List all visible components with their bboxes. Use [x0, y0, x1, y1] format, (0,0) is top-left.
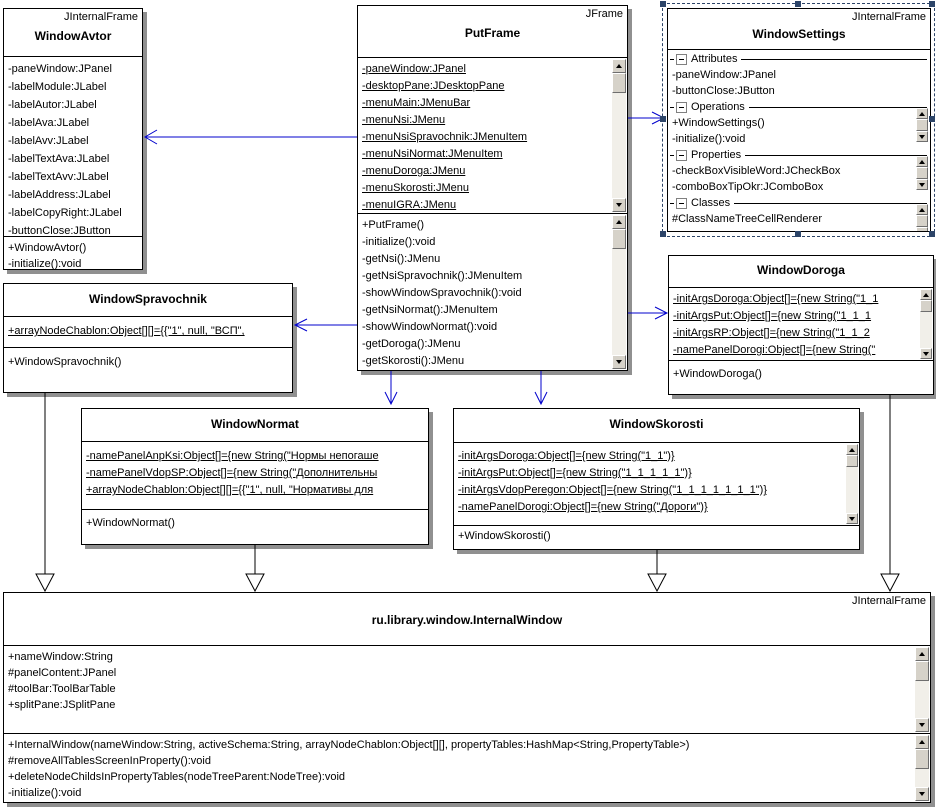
- group-label: Attributes: [691, 53, 738, 65]
- group-rule: [741, 59, 927, 60]
- operation-row[interactable]: -getSkorosti():JMenu: [362, 355, 465, 367]
- scroll-up-button[interactable]: [916, 204, 928, 215]
- scroll-up-icon: [919, 208, 925, 212]
- class-row[interactable]: #ClassNameTreeCellRenderer: [672, 213, 822, 225]
- attribute-row[interactable]: -initArgsDoroga:Object[]={new String("1_1: [673, 293, 879, 305]
- scroll-up-button[interactable]: [915, 647, 929, 661]
- class-box-internalwindow[interactable]: [3, 592, 931, 803]
- operation-row[interactable]: -getNsiSpravochnik():JMenuItem: [362, 270, 523, 282]
- attributes-compartment: [4, 645, 930, 733]
- scroll-up-button[interactable]: [915, 735, 929, 749]
- attribute-row[interactable]: -initArgsPut:Object[]={new String("1_1_1_1_1")}: [458, 467, 692, 479]
- scroll-thumb[interactable]: [920, 300, 932, 312]
- scroll-up-button[interactable]: [612, 59, 626, 73]
- class-title-windownormat[interactable]: [82, 409, 428, 441]
- operation-row[interactable]: +InternalWindow(nameWindow:String, activeSchema:String, arrayNodeChablon:Object[][], propertyTables:HashMap<String,PropertyTable>): [8, 739, 690, 751]
- attribute-row[interactable]: -paneWindow:JPanel: [672, 69, 776, 81]
- scroll-thumb[interactable]: [915, 661, 929, 681]
- class-title-windowavtor[interactable]: [4, 9, 142, 56]
- operations-compartment: [669, 360, 933, 394]
- operation-row[interactable]: -showWindowSpravochnik():void: [362, 287, 522, 299]
- stereotype-label: JFrame: [585, 8, 623, 20]
- group-rule: [734, 203, 927, 204]
- scroll-thumb[interactable]: [916, 167, 928, 179]
- class-name: WindowDoroga: [757, 263, 845, 277]
- collapse-icon[interactable]: [676, 150, 687, 161]
- attribute-row[interactable]: -menuSkorosti:JMenu: [362, 182, 469, 194]
- operation-row[interactable]: +deleteNodeChildsInPropertyTables(nodeTreeParent:NodeTree):void: [8, 771, 346, 783]
- attribute-row[interactable]: -initArgsVdopPeregon:Object[]={new String("1_1_1_1_1_1_1")}: [458, 484, 767, 496]
- group-label: Operations: [691, 101, 745, 113]
- scroll-trough[interactable]: [846, 467, 858, 513]
- scroll-thumb[interactable]: [612, 229, 626, 249]
- dependency-putframe-to-windowspravochnik[interactable]: [295, 319, 357, 331]
- group-rule: [745, 155, 927, 156]
- dependency-putframe-to-windowdoroga[interactable]: [628, 307, 667, 319]
- dependency-putframe-to-windowsettings[interactable]: [628, 112, 664, 124]
- class-name: WindowNormat: [211, 417, 299, 431]
- operation-row[interactable]: -initialize():void: [672, 133, 746, 145]
- attribute-row[interactable]: -namePanelDorogi:Object[]={new String(": [673, 344, 876, 356]
- group-rule: [749, 107, 927, 108]
- scroll-down-button[interactable]: [915, 787, 929, 801]
- selection-handle-top-mid[interactable]: [795, 1, 801, 7]
- attribute-row[interactable]: -desktopPane:JDesktopPane: [362, 80, 505, 92]
- scrollbar[interactable]: [612, 215, 626, 369]
- operations-compartment: [454, 525, 859, 549]
- attribute-row[interactable]: -labelModule:JLabel: [8, 81, 107, 93]
- attribute-row[interactable]: #toolBar:ToolBarTable: [8, 683, 116, 695]
- attributes-compartment: [4, 316, 292, 347]
- selection-handle-bottom-left[interactable]: [660, 231, 666, 237]
- operations-compartment: [4, 236, 142, 270]
- attribute-row[interactable]: +nameWindow:String: [8, 651, 113, 663]
- attribute-row[interactable]: -labelAva:JLabel: [8, 117, 90, 129]
- class-box-windownormat[interactable]: [81, 408, 429, 545]
- class-name: WindowSpravochnik: [89, 292, 207, 306]
- attribute-row[interactable]: -menuDoroga:JMenu: [362, 165, 466, 177]
- scroll-thumb[interactable]: [916, 215, 928, 227]
- class-box-windowsettings[interactable]: [667, 8, 931, 232]
- scroll-thumb[interactable]: [612, 73, 626, 93]
- attribute-row[interactable]: -menuMain:JMenuBar: [362, 97, 471, 109]
- operation-row[interactable]: -getDoroga():JMenu: [362, 338, 461, 350]
- class-title-windowsettings[interactable]: [668, 9, 930, 49]
- operation-row[interactable]: -initialize():void: [8, 258, 82, 270]
- attributes-compartment: [669, 287, 933, 360]
- attributes-compartment: [82, 441, 428, 509]
- operation-row[interactable]: -initialize():void: [362, 236, 436, 248]
- scrollbar[interactable]: [915, 735, 929, 801]
- attribute-row[interactable]: +arrayNodeChablon:Object[][]={{"1", null, "Нормативы для: [86, 484, 374, 496]
- scroll-up-icon: [919, 112, 925, 116]
- selection-handle-top-left[interactable]: [660, 1, 666, 7]
- scroll-trough[interactable]: [612, 249, 626, 355]
- attribute-row[interactable]: -initArgsRP:Object[]={new String("1_1_2: [673, 327, 870, 339]
- scrollbar[interactable]: [916, 108, 928, 141]
- scroll-down-button[interactable]: [915, 718, 929, 732]
- class-name: WindowSkorosti: [609, 417, 704, 431]
- attribute-row[interactable]: -namePanelAnpKsi:Object[]={new String("Нормы непогаше: [86, 450, 379, 462]
- selection-handle-mid-left[interactable]: [660, 116, 666, 122]
- dependency-putframe-to-windowskorosti[interactable]: [535, 371, 547, 404]
- property-row[interactable]: -checkBoxVisibleWord:JCheckBox: [672, 165, 841, 177]
- operations-compartment: [82, 509, 428, 544]
- scroll-trough[interactable]: [612, 93, 626, 198]
- attribute-row[interactable]: -labelTextAvv:JLabel: [8, 171, 109, 183]
- group-tick: [670, 203, 674, 204]
- attribute-row[interactable]: +arrayNodeChablon:Object[][]={{"1", null, "ВСП",: [8, 325, 245, 337]
- dependency-putframe-to-windownormat[interactable]: [385, 371, 397, 404]
- scroll-down-button[interactable]: [612, 355, 626, 369]
- class-title-windowdoroga[interactable]: [669, 256, 933, 287]
- group-tick: [670, 155, 674, 156]
- scroll-up-button[interactable]: [846, 444, 858, 455]
- class-name: PutFrame: [464, 26, 521, 40]
- scrollbar[interactable]: [846, 444, 858, 524]
- scroll-down-icon: [919, 231, 925, 232]
- scroll-trough[interactable]: [915, 769, 929, 787]
- selection-handle-bottom-mid[interactable]: [795, 231, 801, 237]
- class-title-putframe[interactable]: [358, 6, 627, 57]
- operations-compartment: [4, 347, 292, 392]
- scroll-thumb[interactable]: [916, 119, 928, 131]
- class-box-windowdoroga[interactable]: [668, 255, 934, 395]
- operation-row[interactable]: +WindowSpravochnik(): [8, 356, 122, 368]
- scroll-thumb[interactable]: [846, 455, 858, 467]
- scroll-down-button[interactable]: [920, 348, 932, 359]
- scroll-trough[interactable]: [920, 312, 932, 348]
- scroll-up-button[interactable]: [916, 108, 928, 119]
- class-title-windowspravochnik[interactable]: [4, 284, 292, 316]
- generalization-windowskorosti-to-internalwindow[interactable]: [648, 550, 666, 591]
- attribute-row[interactable]: -labelAddress:JLabel: [8, 189, 111, 201]
- scroll-trough[interactable]: [915, 681, 929, 718]
- attributes-compartment: [4, 56, 142, 236]
- stereotype-label: JInternalFrame: [64, 11, 138, 23]
- scroll-up-icon: [923, 293, 929, 297]
- operation-row[interactable]: +WindowNormat(): [86, 517, 175, 529]
- scroll-up-icon: [616, 220, 622, 224]
- property-row[interactable]: -comboBoxTipOkr:JComboBox: [672, 181, 824, 193]
- scroll-up-button[interactable]: [612, 215, 626, 229]
- group-tick: [670, 59, 674, 60]
- attribute-row[interactable]: +splitPane:JSplitPane: [8, 699, 116, 711]
- scroll-up-icon: [919, 740, 925, 744]
- attribute-row[interactable]: -buttonClose:JButton: [672, 85, 775, 97]
- attribute-row[interactable]: -menuNsiSpravochnik:JMenuItem: [362, 131, 528, 143]
- scroll-down-icon: [919, 135, 925, 139]
- attribute-row[interactable]: -paneWindow:JPanel: [362, 63, 466, 75]
- attribute-row[interactable]: -menuNsiNormat:JMenuItem: [362, 148, 503, 160]
- scrollbar[interactable]: [916, 156, 928, 189]
- attribute-row[interactable]: -labelAutor:JLabel: [8, 99, 97, 111]
- selection-handle-mid-right[interactable]: [929, 116, 935, 122]
- scroll-down-icon: [919, 723, 925, 727]
- attribute-row[interactable]: -initArgsDoroga:Object[]={new String("1_1")}: [458, 450, 675, 462]
- class-name: ru.library.window.InternalWindow: [371, 613, 563, 627]
- generalization-windowdoroga-to-internalwindow[interactable]: [881, 395, 899, 591]
- collapse-icon[interactable]: [676, 54, 687, 65]
- scroll-up-button[interactable]: [916, 156, 928, 167]
- scroll-down-button[interactable]: [916, 227, 928, 231]
- attribute-row[interactable]: -initArgsPut:Object[]={new String("1_1_1: [673, 310, 872, 322]
- generalization-windownormat-to-internalwindow[interactable]: [246, 545, 264, 591]
- class-box-windowskorosti[interactable]: [453, 408, 860, 550]
- group-header: [668, 195, 930, 211]
- operation-row[interactable]: +WindowDoroga(): [673, 368, 762, 380]
- scroll-down-button[interactable]: [916, 131, 928, 142]
- group-label: Properties: [691, 149, 742, 161]
- collapse-icon[interactable]: [676, 198, 687, 209]
- scrollbar[interactable]: [916, 204, 928, 231]
- scrollbar[interactable]: [612, 59, 626, 212]
- operation-row[interactable]: +WindowAvtor(): [8, 242, 87, 254]
- attribute-row[interactable]: -namePanelDorogi:Object[]={new String("Дороги")}: [458, 501, 708, 513]
- attribute-row[interactable]: -namePanelVdopSP:Object[]={new String("Дополнительны: [86, 467, 378, 479]
- scroll-down-icon: [849, 517, 855, 521]
- scrollbar[interactable]: [920, 289, 932, 359]
- scroll-down-icon: [919, 792, 925, 796]
- scroll-down-button[interactable]: [612, 198, 626, 212]
- operations-compartment: [358, 213, 627, 370]
- stereotype-label: JInternalFrame: [852, 11, 926, 23]
- attribute-row[interactable]: -labelCopyRight:JLabel: [8, 207, 122, 219]
- class-name: WindowSettings: [752, 27, 846, 41]
- operation-row[interactable]: +WindowSettings(): [672, 117, 765, 129]
- attributes-compartment: [358, 57, 627, 213]
- collapse-icon[interactable]: [676, 102, 687, 113]
- operation-row[interactable]: -showWindowNormat():void: [362, 321, 498, 333]
- attribute-row[interactable]: -buttonClose:JButton: [8, 225, 111, 236]
- attribute-row[interactable]: -menuIGRA:JMenu: [362, 199, 457, 211]
- operation-row[interactable]: -getNsiNormat():JMenuItem: [362, 304, 498, 316]
- operations-compartment: [4, 733, 930, 802]
- class-box-windowavtor[interactable]: [3, 8, 143, 270]
- operation-row[interactable]: +WindowSkorosti(): [458, 530, 551, 542]
- scroll-thumb[interactable]: [915, 749, 929, 769]
- scroll-up-icon: [919, 160, 925, 164]
- group-label: Classes: [691, 197, 731, 209]
- selection-handle-top-right[interactable]: [929, 1, 935, 7]
- generalization-windowspravochnik-to-internalwindow[interactable]: [36, 393, 54, 591]
- class-title-internalwindow[interactable]: [4, 593, 930, 645]
- class-box-windowspravochnik[interactable]: [3, 283, 293, 393]
- scroll-down-icon: [923, 352, 929, 356]
- scroll-down-icon: [616, 203, 622, 207]
- scroll-down-button[interactable]: [846, 513, 858, 524]
- scroll-down-icon: [919, 183, 925, 187]
- class-title-windowskorosti[interactable]: [454, 409, 859, 442]
- stereotype-label: JInternalFrame: [852, 595, 926, 607]
- attribute-row[interactable]: -labelTextAva:JLabel: [8, 153, 110, 165]
- operation-row[interactable]: +PutFrame(): [362, 219, 425, 231]
- dependency-putframe-to-windowavtor[interactable]: [145, 130, 357, 144]
- group-header: [668, 147, 930, 163]
- scroll-up-icon: [919, 652, 925, 656]
- attribute-row[interactable]: -menuNsi:JMenu: [362, 114, 446, 126]
- scroll-down-button[interactable]: [916, 179, 928, 190]
- scroll-up-icon: [616, 64, 622, 68]
- class-box-putframe[interactable]: [357, 5, 628, 371]
- class-name: WindowAvtor: [34, 29, 112, 43]
- attributes-compartment: [454, 442, 859, 525]
- operation-row[interactable]: -getNsi():JMenu: [362, 253, 441, 265]
- group-tick: [670, 107, 674, 108]
- operation-row[interactable]: #removeAllTablesScreenInProperty():void: [8, 755, 211, 767]
- attribute-row[interactable]: -paneWindow:JPanel: [8, 63, 112, 75]
- group-header: [668, 51, 930, 67]
- attribute-row[interactable]: #panelContent:JPanel: [8, 667, 117, 679]
- scroll-up-icon: [849, 448, 855, 452]
- operation-row[interactable]: -initialize():void: [8, 787, 82, 799]
- scroll-down-icon: [616, 360, 622, 364]
- attribute-row[interactable]: -labelAvv:JLabel: [8, 135, 89, 147]
- settings-groups-compartment: [668, 49, 930, 231]
- scrollbar[interactable]: [915, 647, 929, 732]
- scroll-up-button[interactable]: [920, 289, 932, 300]
- selection-handle-bottom-right[interactable]: [929, 231, 935, 237]
- group-header: [668, 99, 930, 115]
